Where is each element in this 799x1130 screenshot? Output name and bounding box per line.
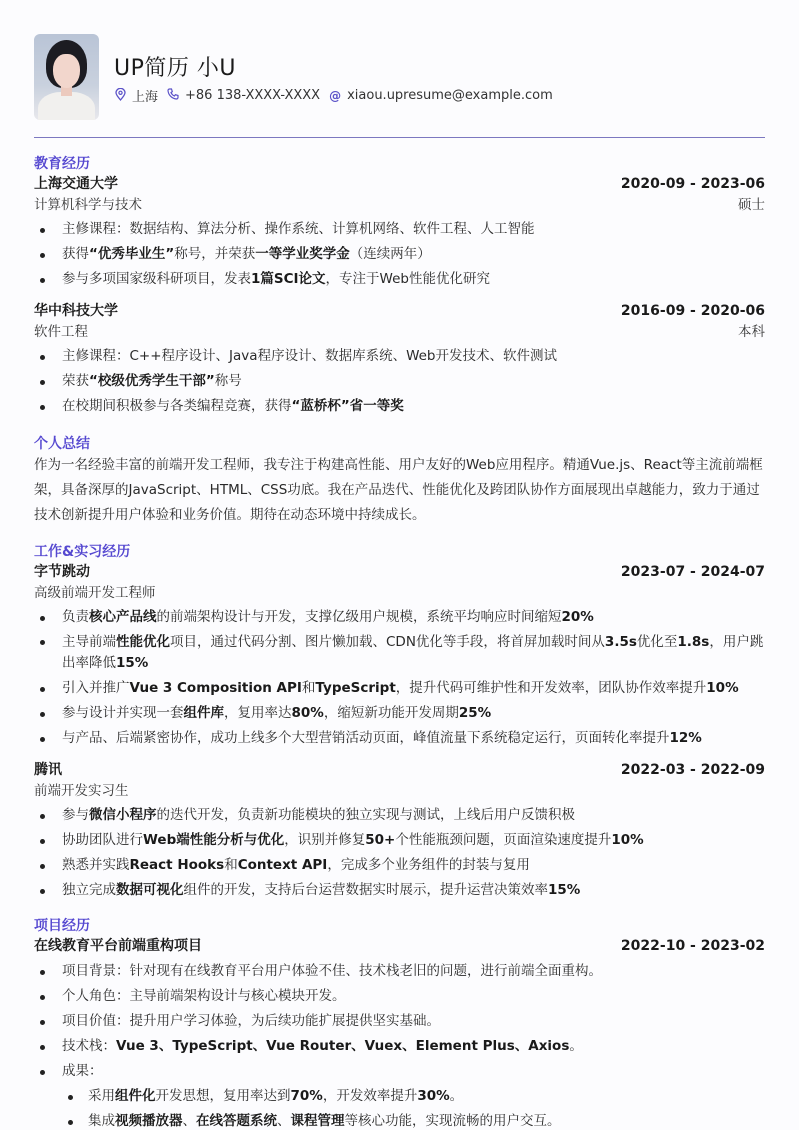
section-title-summary: 个人总结 (34, 436, 90, 452)
sub-list-item: 采用组件化开发思想，复用率达到70%，开发效率提升30%。 (62, 1084, 765, 1109)
projects-section (34, 915, 765, 1130)
work-section (34, 541, 765, 903)
degree: 硕士 (738, 197, 765, 213)
school-name: 上海交通大学 (34, 176, 118, 192)
education-entry (34, 173, 765, 292)
company-name: 字节跳动 (34, 564, 90, 580)
at-icon: @ (329, 88, 342, 103)
contact-phone (167, 88, 320, 103)
list-item: 项目价值：提升用户学习体验，为后续功能扩展提供坚实基础。 (34, 1009, 765, 1034)
phone-icon (167, 88, 179, 103)
list-item: 个人角色：主导前端架构设计与核心模块开发。 (34, 984, 765, 1009)
list-item: 成果： 采用组件化开发思想，复用率达到70%，开发效率提升30%。 集成视频播放器、在线答题系统、课程管理等核心功能，实现流畅的用户交互。 (34, 1059, 765, 1130)
degree: 本科 (738, 324, 765, 340)
education-date: 2016-09 - 2020-06 (620, 303, 765, 319)
work-entry (34, 759, 765, 903)
section-title-education: 教育经历 (34, 156, 90, 172)
work-date: 2022-03 - 2022-09 (620, 762, 765, 778)
list-item: 在校期间积极参与各类编程竞赛，获得“蓝桥杯”省一等奖 (34, 394, 765, 419)
email-text: xiaou.upresume@example.com (347, 88, 553, 103)
section-title-work: 工作&实习经历 (34, 544, 131, 560)
education-date: 2020-09 - 2023-06 (620, 176, 765, 192)
sub-list-item: 集成视频播放器、在线答题系统、课程管理等核心功能，实现流畅的用户交互。 (62, 1109, 765, 1130)
list-item: 独立完成数据可视化组件的开发，支持后台运营数据实时展示，提升运营决策效率15% (34, 878, 765, 903)
list-item: 荣获“校级优秀学生干部”称号 (34, 369, 765, 394)
candidate-name: UP简历 小U (114, 56, 236, 81)
list-item: 主导前端性能优化项目，通过代码分割、图片懒加载、CDN优化等手段，将首屏加载时间从3.5s优化至1.8s，用户跳出率降低15% (34, 630, 765, 676)
education-entry (34, 300, 765, 419)
major: 计算机科学与技术 (34, 197, 142, 213)
phone-text: +86 138-XXXX-XXXX (185, 88, 321, 103)
list-item: 主修课程：C++程序设计、Java程序设计、数据库系统、Web开发技术、软件测试 (34, 344, 765, 369)
list-item: 引入并推广Vue 3 Composition API和TypeScript，提升代码可维护性和开发效率，团队协作效率提升10% (34, 676, 765, 701)
avatar (34, 34, 99, 120)
school-name: 华中科技大学 (34, 303, 118, 319)
map-pin-icon (114, 88, 126, 104)
location-text: 上海 (132, 90, 159, 105)
project-date: 2022-10 - 2023-02 (620, 938, 765, 954)
resume-header (34, 34, 765, 120)
education-section (34, 153, 765, 419)
list-item: 与产品、后端紧密协作，成功上线多个大型营销活动页面，峰值流量下系统稳定运行，页面转化率提升12% (34, 726, 765, 751)
list-item: 参与微信小程序的迭代开发，负责新功能模块的独立实现与测试，上线后用户反馈积极 (34, 803, 765, 828)
section-title-projects: 项目经历 (34, 918, 90, 934)
list-item: 负责核心产品线的前端架构设计与开发，支撑亿级用户规模，系统平均响应时间缩短20% (34, 605, 765, 630)
summary-section (34, 433, 765, 528)
project-entry (34, 935, 765, 1130)
list-item: 协助团队进行Web端性能分析与优化，识别并修复50+个性能瓶颈问题，页面渲染速度提升10% (34, 828, 765, 853)
list-item: 获得“优秀毕业生”称号，并荣获一等学业奖学金（连续两年） (34, 242, 765, 267)
list-item: 参与设计并实现一套组件库，复用率达80%，缩短新功能开发周期25% (34, 701, 765, 726)
header-divider (34, 137, 765, 138)
work-date: 2023-07 - 2024-07 (620, 564, 765, 580)
job-role: 高级前端开发工程师 (34, 585, 156, 601)
contact-location (114, 86, 158, 105)
project-name: 在线教育平台前端重构项目 (34, 938, 202, 954)
list-item: 熟悉并实践React Hooks和Context API，完成多个业务组件的封装与复用 (34, 853, 765, 878)
job-role: 前端开发实习生 (34, 783, 129, 799)
list-item: 技术栈：Vue 3、TypeScript、Vue Router、Vuex、Element Plus、Axios。 (34, 1034, 765, 1059)
work-entry (34, 561, 765, 751)
list-item: 项目背景：针对现有在线教育平台用户体验不佳、技术栈老旧的问题，进行前端全面重构。 (34, 959, 765, 984)
summary-text: 作为一名经验丰富的前端开发工程师，我专注于构建高性能、用户友好的Web应用程序。精通Vue.js、React等主流前端框架，具备深厚的JavaScript、HTML、CSS功底。我在产品迭代、性能优化及跨团队协作方面展现出卓越能力，致力于通过技术创新提升用户体验和业务价值。期待在动态环境中持续成长。 (34, 457, 763, 523)
major: 软件工程 (34, 324, 88, 340)
list-item: 参与多项国家级科研项目，发表1篇SCI论文，专注于Web性能优化研究 (34, 267, 765, 292)
contact-email (329, 88, 553, 103)
list-item: 主修课程：数据结构、算法分析、操作系统、计算机网络、软件工程、人工智能 (34, 217, 765, 242)
contact-info (114, 86, 562, 105)
company-name: 腾讯 (34, 762, 62, 778)
